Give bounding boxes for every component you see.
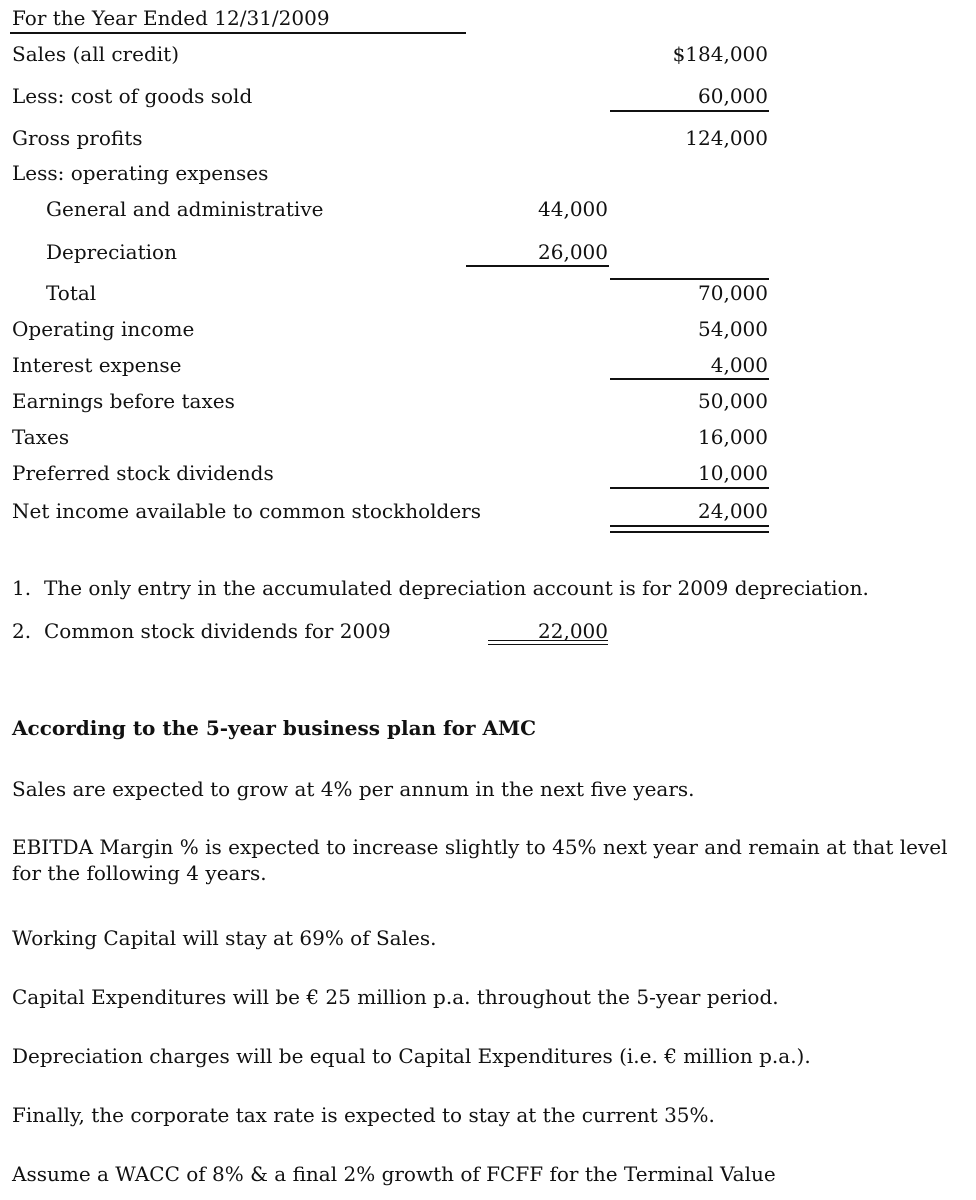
value-taxes: 16,000	[698, 425, 768, 449]
plan-heading: According to the 5-year business plan for AMC	[12, 716, 537, 740]
row-label-ga: General and administrative	[46, 197, 324, 221]
subtotal-rule-cogs	[610, 110, 769, 112]
note-2-rule-top	[488, 640, 608, 641]
plan-paragraph-wacc: Assume a WACC of 8% & a final 2% growth of FCFF for the Terminal Value	[12, 1162, 776, 1186]
value-total: 70,000	[698, 281, 768, 305]
row-label-taxes: Taxes	[12, 425, 70, 449]
header-underline	[10, 32, 466, 34]
note-2-rule-bottom	[488, 644, 608, 645]
double-rule-net-income-top	[610, 525, 769, 527]
note-2-number: 2.	[12, 619, 32, 643]
plan-paragraph-ebitda-margin: EBITDA Margin % is expected to increase slightly to 45% next year and remain at that level for the following 4 years.	[12, 835, 948, 885]
note-2-value: 22,000	[538, 619, 608, 643]
row-label-net-income: Net income available to common stockholders	[12, 499, 481, 523]
period-header: For the Year Ended 12/31/2009	[12, 6, 330, 30]
value-ebt: 50,000	[698, 389, 768, 413]
value-depreciation: 26,000	[538, 240, 608, 264]
subtotal-rule-preferred-dividends	[610, 487, 769, 489]
double-rule-net-income-bottom	[610, 531, 769, 533]
row-label-ebt: Earnings before taxes	[12, 389, 235, 413]
plan-paragraph-sales-growth: Sales are expected to grow at 4% per annum in the next five years.	[12, 777, 695, 801]
subtotal-rule-interest	[610, 378, 769, 380]
row-label-sales: Sales (all credit)	[12, 42, 179, 66]
row-label-depreciation: Depreciation	[46, 240, 177, 264]
value-ga: 44,000	[538, 197, 608, 221]
row-label-gross: Gross profits	[12, 126, 143, 150]
row-label-interest: Interest expense	[12, 353, 182, 377]
note-1-number: 1.	[12, 576, 32, 600]
subtotal-rule-total	[610, 278, 769, 280]
plan-paragraph-working-capital: Working Capital will stay at 69% of Sales.	[12, 926, 437, 950]
plan-paragraph-depreciation: Depreciation charges will be equal to Capital Expenditures (i.e. € million p.a.).	[12, 1044, 811, 1068]
row-label-cogs: Less: cost of goods sold	[12, 84, 253, 108]
value-cogs: 60,000	[698, 84, 768, 108]
plan-paragraph-capex: Capital Expenditures will be € 25 million p.a. throughout the 5-year period.	[12, 985, 779, 1009]
value-net-income: 24,000	[698, 499, 768, 523]
value-gross: 124,000	[685, 126, 768, 150]
plan-paragraph-tax-rate: Finally, the corporate tax rate is expected to stay at the current 35%.	[12, 1103, 715, 1127]
row-label-total: Total	[46, 281, 97, 305]
row-label-opex: Less: operating expenses	[12, 161, 269, 185]
row-label-operating-income: Operating income	[12, 317, 195, 341]
subtotal-rule-depreciation	[466, 265, 609, 267]
note-2-text: Common stock dividends for 2009	[44, 619, 391, 643]
note-1-text: The only entry in the accumulated depreciation account is for 2009 depreciation.	[44, 576, 869, 600]
row-label-preferred-dividends: Preferred stock dividends	[12, 461, 274, 485]
value-sales: $184,000	[672, 42, 768, 66]
value-preferred-dividends: 10,000	[698, 461, 768, 485]
value-interest: 4,000	[710, 353, 768, 377]
value-operating-income: 54,000	[698, 317, 768, 341]
